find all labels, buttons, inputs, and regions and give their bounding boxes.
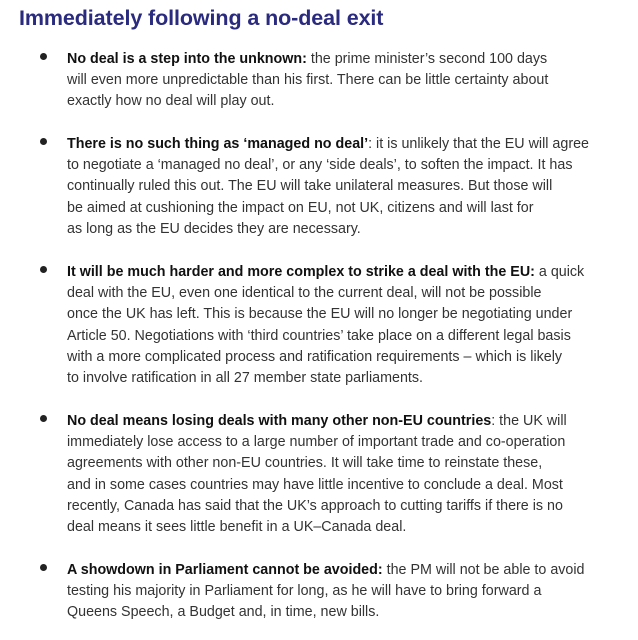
bullet-dot-icon xyxy=(40,415,47,422)
bullet-line: with a more complicated process and ratification requirements – which is likely xyxy=(67,348,563,365)
bullet-lead: A showdown in Parliament cannot be avoided: xyxy=(67,562,383,578)
bullet-line: to involve ratification in all 27 member state parliaments. xyxy=(67,370,423,387)
bullet-line: and in some cases countries may have little incentive to conclude a deal. Most xyxy=(67,476,563,493)
bullet-line: as long as the EU decides they are necessary. xyxy=(67,220,361,237)
bullet-line-text: : the UK will xyxy=(491,413,567,429)
bullet-dot-icon xyxy=(40,564,47,571)
bullet-line: agreements with other non-EU countries. It will take time to reinstate these, xyxy=(67,455,543,472)
bullet-line: Queens Speech, a Budget and, in time, new bills. xyxy=(67,604,380,621)
bullet-line-text: the prime minister’s second 100 days xyxy=(306,51,548,67)
bullet-text xyxy=(67,262,597,389)
bullet-line: testing his majority in Parliament for long, as he will have to bring forward a xyxy=(67,583,542,600)
bullet-lead: No deal means losing deals with many other non-EU countries xyxy=(67,413,492,429)
bullet-line: be aimed at cushioning the impact on EU, not UK, citizens and will last for xyxy=(67,199,534,216)
bullet-line: immediately lose access to a large number of important trade and co-operation xyxy=(67,434,566,451)
bullet-lead: It will be much harder and more complex to strike a deal with the EU: xyxy=(67,264,535,280)
bullet-line-text: : it is unlikely that the EU will agree xyxy=(368,136,589,152)
bullet-line: continually ruled this out. The EU will take unilateral measures. But those will xyxy=(67,178,553,195)
bullet-line xyxy=(67,262,597,283)
bullet-lead: No deal is a step into the unknown: xyxy=(67,51,307,67)
bullet-text xyxy=(67,134,597,240)
bullet-line: Article 50. Negotiations with ‘third countries’ take place on a different legal basis xyxy=(67,327,571,344)
bullet-line xyxy=(67,49,597,70)
bullet-line: deal with the EU, even one identical to the current deal, will not be possible xyxy=(67,285,542,302)
bullet-line: recently, Canada has said that the UK’s approach to cutting tariffs if there is no xyxy=(67,497,563,514)
bullet-text xyxy=(67,49,597,113)
bullet-line-text: the PM will not be able to avoid xyxy=(382,562,585,578)
bullet-line: exactly how no deal will play out. xyxy=(67,93,275,110)
bullet-line-text: a quick xyxy=(534,264,585,280)
bullet-dot-icon xyxy=(40,53,47,60)
bullet-lead: There is no such thing as ‘managed no deal’ xyxy=(67,136,369,152)
bullet-text xyxy=(67,411,597,538)
bullet-line: to negotiate a ‘managed no deal’, or any ‘side deals’, to soften the impact. It has xyxy=(67,157,573,174)
bullet-dot-icon xyxy=(40,266,47,273)
bullet-line xyxy=(67,134,597,155)
bullet-line: deal means it sees little benefit in a UK–Canada deal. xyxy=(67,519,407,536)
bullet-text xyxy=(67,560,597,624)
bullet-line xyxy=(67,411,597,432)
bullet-line: once the UK has left. This is because the EU will no longer be negotiating under xyxy=(67,306,573,323)
bullet-line: will even more unpredictable than his first. There can be little certainty about xyxy=(67,72,549,89)
bullet-line xyxy=(67,560,597,581)
bullet-dot-icon xyxy=(40,138,47,145)
section-heading: Immediately following a no-deal exit xyxy=(19,6,384,30)
